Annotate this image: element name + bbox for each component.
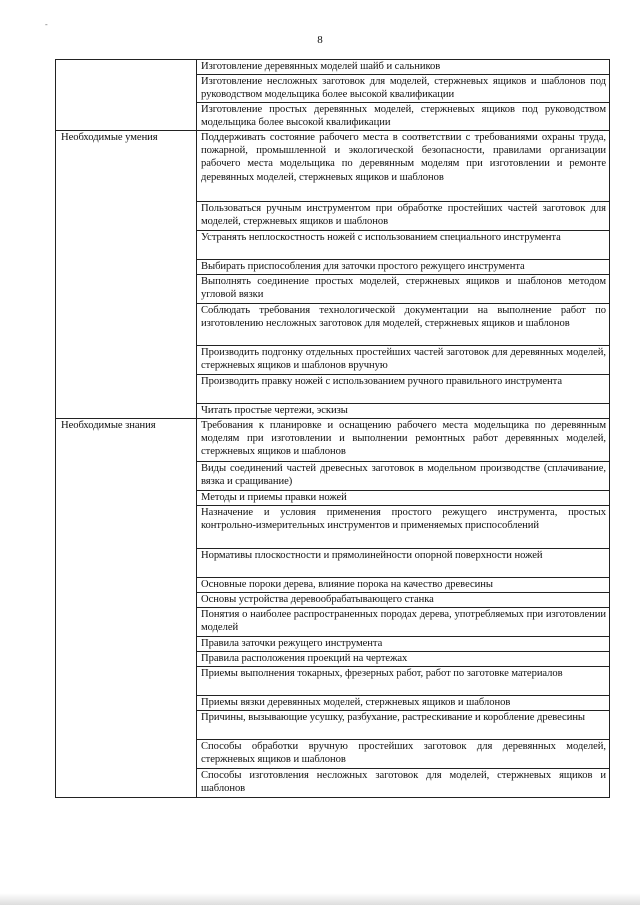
requirement-item: Правила расположения проекций на чертежах: [197, 652, 610, 667]
requirement-item: Назначение и условия применения простого режущего инструмента, простых контрольно-измерительных инструментов и применяемых приспособлений: [197, 506, 610, 549]
requirement-item: Способы обработки вручную простейших заготовок для деревянных моделей, стержневых ящиков и шаблонов: [197, 740, 610, 769]
page-number: 8: [317, 34, 323, 46]
requirement-item: Методы и приемы правки ножей: [197, 491, 610, 506]
requirement-item: Требования к планировке и оснащению рабочего места модельщика по деревянным моделям при изготовлении и выполнении ремонтных работ деревянных моделей, стержневых ящиков и шаблонов: [197, 419, 610, 462]
corner-mark: -: [45, 20, 48, 29]
section-label: Необходимые умения: [56, 131, 197, 419]
requirement-item: Понятия о наиболее распространенных породах дерева, употребляемых при изготовлении моделей: [197, 608, 610, 637]
requirement-item: Основы устройства деревообрабатывающего станка: [197, 593, 610, 608]
requirement-item: Читать простые чертежи, эскизы: [197, 404, 610, 419]
table-row: [56, 131, 610, 202]
table-row: [56, 419, 610, 462]
requirement-item: Выполнять соединение простых моделей, стержневых ящиков и шаблонов методом угловой вязки: [197, 275, 610, 304]
competency-table: [55, 59, 610, 798]
section-label: Необходимые знания: [56, 419, 197, 798]
table-row: [56, 60, 610, 75]
scan-bottom-edge: [0, 893, 640, 905]
requirement-item: Способы изготовления несложных заготовок для моделей, стержневых ящиков и шаблонов: [197, 769, 610, 798]
requirement-item: Нормативы плоскостности и прямолинейности опорной поверхности ножей: [197, 549, 610, 578]
requirement-item: Изготовление простых деревянных моделей, стержневых ящиков под руководством модельщика более высокой квалификации: [197, 103, 610, 131]
requirement-item: Поддерживать состояние рабочего места в соответствии с требованиями охраны труда, пожарной, промышленной и экологической безопасности, правилами организации рабочего места модельщика по деревянным моделям при изготовлении и ремонте деревянных моделей, стержневых ящиков и шаблонов: [197, 131, 610, 202]
requirement-item: Приемы вязки деревянных моделей, стержневых ящиков и шаблонов: [197, 696, 610, 711]
requirement-item: Основные пороки дерева, влияние порока на качество древесины: [197, 578, 610, 593]
requirement-item: Приемы выполнения токарных, фрезерных работ, работ по заготовке материалов: [197, 667, 610, 696]
requirement-item: Причины, вызывающие усушку, разбухание, растрескивание и коробление древесины: [197, 711, 610, 740]
requirement-item: Производить подгонку отдельных простейших частей заготовок для деревянных моделей, стержневых ящиков и шаблонов вручную: [197, 346, 610, 375]
requirement-item: Производить правку ножей с использованием ручного правильного инструмента: [197, 375, 610, 404]
requirement-item: Правила заточки режущего инструмента: [197, 637, 610, 652]
requirement-item: Пользоваться ручным инструментом при обработке простейших частей заготовок для моделей, стержневых ящиков и шаблонов: [197, 202, 610, 231]
requirement-item: Изготовление деревянных моделей шайб и сальников: [197, 60, 610, 75]
requirement-item: Виды соединений частей древесных заготовок в модельном производстве (сплачивание, вязка и сращивание): [197, 462, 610, 491]
requirement-item: Изготовление несложных заготовок для моделей, стержневых ящиков и шаблонов под руководством модельщика более высокой квалификации: [197, 75, 610, 103]
section-label: [56, 60, 197, 131]
requirement-item: Выбирать приспособления для заточки простого режущего инструмента: [197, 260, 610, 275]
requirement-item: Устранять неплоскостность ножей с использованием специального инструмента: [197, 231, 610, 260]
requirement-item: Соблюдать требования технологической документации на выполнение работ по изготовлению несложных заготовок для моделей, стержневых ящиков и шаблонов: [197, 304, 610, 346]
